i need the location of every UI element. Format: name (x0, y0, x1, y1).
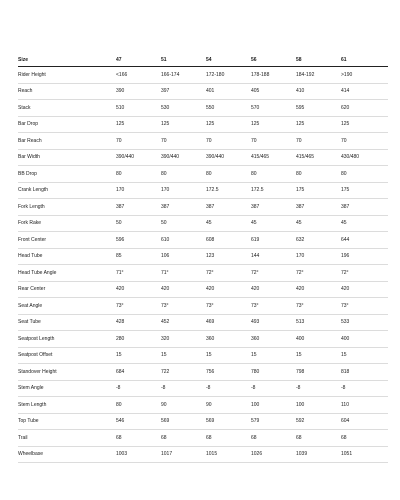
table-row (18, 133, 388, 150)
table-row (18, 364, 388, 381)
table-cell: 420 (116, 281, 161, 298)
table-cell: -8 (161, 380, 206, 397)
table-cell: 410 (296, 83, 341, 100)
table-cell: 390/440 (161, 149, 206, 166)
table-cell: 756 (206, 364, 251, 381)
row-label: Standover Height (18, 364, 116, 381)
table-cell: 387 (161, 199, 206, 216)
table-cell: 570 (251, 100, 296, 117)
table-cell: 428 (116, 314, 161, 331)
table-cell: 184-192 (296, 67, 341, 84)
table-cell: 1003 (116, 446, 161, 463)
table-cell: 15 (206, 347, 251, 364)
table-row (18, 67, 388, 84)
table-cell: 15 (161, 347, 206, 364)
table-row (18, 100, 388, 117)
table-body (18, 67, 388, 463)
table-cell: 610 (161, 232, 206, 249)
table-cell: 510 (116, 100, 161, 117)
table-cell: 45 (341, 215, 388, 232)
table-cell: 85 (116, 248, 161, 265)
row-label: Trail (18, 430, 116, 447)
table-cell: 604 (341, 413, 388, 430)
table-cell: 400 (341, 331, 388, 348)
table-cell: 170 (296, 248, 341, 265)
table-cell: 45 (206, 215, 251, 232)
table-cell: 68 (251, 430, 296, 447)
table-cell: 452 (161, 314, 206, 331)
table-cell: 15 (341, 347, 388, 364)
table-cell: 1017 (161, 446, 206, 463)
table-cell: 387 (116, 199, 161, 216)
table-cell: 68 (116, 430, 161, 447)
table-cell: 125 (341, 116, 388, 133)
table-cell: 72° (251, 265, 296, 282)
table-cell: 533 (341, 314, 388, 331)
table-cell: <166 (116, 67, 161, 84)
table-row (18, 298, 388, 315)
table-row (18, 314, 388, 331)
table-cell: 722 (161, 364, 206, 381)
table-row (18, 199, 388, 216)
table-cell: 73° (206, 298, 251, 315)
table-row (18, 248, 388, 265)
table-row (18, 166, 388, 183)
table-cell: 387 (296, 199, 341, 216)
table-cell: 72° (206, 265, 251, 282)
table-cell: 68 (296, 430, 341, 447)
size-header-47: 47 (116, 53, 161, 67)
table-cell: 73° (116, 298, 161, 315)
table-cell: 70 (251, 133, 296, 150)
table-cell: 390 (116, 83, 161, 100)
row-label: Wheelbase (18, 446, 116, 463)
table-cell: 596 (116, 232, 161, 249)
row-label: Seat Tube (18, 314, 116, 331)
table-cell: 178-188 (251, 67, 296, 84)
table-row (18, 83, 388, 100)
table-row (18, 281, 388, 298)
table-cell: 80 (251, 166, 296, 183)
table-row (18, 331, 388, 348)
table-cell: 90 (206, 397, 251, 414)
table-cell: 68 (341, 430, 388, 447)
table-row (18, 413, 388, 430)
table-cell: 15 (296, 347, 341, 364)
table-cell: 90 (161, 397, 206, 414)
table-cell: 170 (161, 182, 206, 199)
table-row (18, 116, 388, 133)
table-cell: 125 (161, 116, 206, 133)
row-label: Stem Angle (18, 380, 116, 397)
table-cell: 80 (116, 166, 161, 183)
table-cell: 170 (116, 182, 161, 199)
table-cell: 320 (161, 331, 206, 348)
table-cell: 420 (251, 281, 296, 298)
table-cell: 513 (296, 314, 341, 331)
row-label: Seat Angle (18, 298, 116, 315)
table-cell: 390/440 (116, 149, 161, 166)
table-row (18, 446, 388, 463)
table-cell: 360 (251, 331, 296, 348)
row-label: Rear Center (18, 281, 116, 298)
table-cell: 70 (161, 133, 206, 150)
table-cell: 71° (161, 265, 206, 282)
table-row (18, 232, 388, 249)
table-cell: 73° (251, 298, 296, 315)
table-cell: 595 (296, 100, 341, 117)
row-label: Bar Drop (18, 116, 116, 133)
table-cell: 644 (341, 232, 388, 249)
table-cell: 780 (251, 364, 296, 381)
table-cell: 73° (341, 298, 388, 315)
table-cell: 45 (251, 215, 296, 232)
table-cell: 68 (161, 430, 206, 447)
table-cell: 172.5 (206, 182, 251, 199)
table-cell: 125 (251, 116, 296, 133)
row-label: Stem Length (18, 397, 116, 414)
row-label: Bar Reach (18, 133, 116, 150)
table-cell: -8 (341, 380, 388, 397)
table-cell: 166-174 (161, 67, 206, 84)
table-cell: 592 (296, 413, 341, 430)
row-label: Seatpost Length (18, 331, 116, 348)
table-row (18, 149, 388, 166)
table-row (18, 397, 388, 414)
table-cell: 110 (341, 397, 388, 414)
table-cell: 430/480 (341, 149, 388, 166)
table-cell: 405 (251, 83, 296, 100)
table-cell: >190 (341, 67, 388, 84)
table-cell: 798 (296, 364, 341, 381)
size-header-51: 51 (161, 53, 206, 67)
table-cell: 493 (251, 314, 296, 331)
table-cell: 420 (296, 281, 341, 298)
table-cell: 415/465 (296, 149, 341, 166)
table-cell: 125 (206, 116, 251, 133)
table-cell: 420 (161, 281, 206, 298)
table-cell: 620 (341, 100, 388, 117)
table-cell: 579 (251, 413, 296, 430)
table-cell: 569 (161, 413, 206, 430)
table-cell: -8 (206, 380, 251, 397)
table-cell: 72° (341, 265, 388, 282)
table-cell: 80 (116, 397, 161, 414)
table-cell: 387 (341, 199, 388, 216)
table-cell: 73° (296, 298, 341, 315)
table-cell: 546 (116, 413, 161, 430)
row-label: Bar Width (18, 149, 116, 166)
table-cell: 125 (116, 116, 161, 133)
table-cell: 360 (206, 331, 251, 348)
table-cell: 73° (161, 298, 206, 315)
table-cell: 684 (116, 364, 161, 381)
table-cell: 1051 (341, 446, 388, 463)
table-cell: 123 (206, 248, 251, 265)
table-cell: -8 (116, 380, 161, 397)
geometry-table-container (18, 53, 388, 463)
table-cell: 80 (341, 166, 388, 183)
table-cell: 70 (341, 133, 388, 150)
table-cell: 172-180 (206, 67, 251, 84)
table-cell: 387 (206, 199, 251, 216)
table-cell: 619 (251, 232, 296, 249)
table-row (18, 430, 388, 447)
table-cell: -8 (296, 380, 341, 397)
table-cell: 80 (296, 166, 341, 183)
table-cell: 50 (161, 215, 206, 232)
table-cell: 550 (206, 100, 251, 117)
table-cell: 15 (116, 347, 161, 364)
size-header-58: 58 (296, 53, 341, 67)
table-row (18, 215, 388, 232)
table-cell: 400 (296, 331, 341, 348)
geometry-table (18, 53, 388, 463)
table-cell: 818 (341, 364, 388, 381)
row-label: Crank Length (18, 182, 116, 199)
table-cell: 50 (116, 215, 161, 232)
table-cell: 420 (206, 281, 251, 298)
table-cell: 1039 (296, 446, 341, 463)
table-cell: 390/440 (206, 149, 251, 166)
table-cell: 530 (161, 100, 206, 117)
table-cell: 420 (341, 281, 388, 298)
table-row (18, 265, 388, 282)
table-cell: 175 (296, 182, 341, 199)
table-row (18, 347, 388, 364)
table-cell: 387 (251, 199, 296, 216)
table-cell: 80 (161, 166, 206, 183)
size-column-header: Size (18, 53, 116, 67)
table-cell: 106 (161, 248, 206, 265)
table-cell: 70 (116, 133, 161, 150)
table-cell: 68 (206, 430, 251, 447)
table-row (18, 380, 388, 397)
table-cell: 401 (206, 83, 251, 100)
table-cell: 72° (296, 265, 341, 282)
row-label: Rider Height (18, 67, 116, 84)
table-cell: 1015 (206, 446, 251, 463)
row-label: Front Center (18, 232, 116, 249)
table-cell: 100 (251, 397, 296, 414)
size-header-61: 61 (341, 53, 388, 67)
table-cell: 15 (251, 347, 296, 364)
table-cell: -8 (251, 380, 296, 397)
row-label: Stack (18, 100, 116, 117)
table-cell: 280 (116, 331, 161, 348)
table-cell: 100 (296, 397, 341, 414)
row-label: Fork Rake (18, 215, 116, 232)
row-label: Seatpost Offset (18, 347, 116, 364)
table-cell: 125 (296, 116, 341, 133)
table-cell: 397 (161, 83, 206, 100)
row-label: Head Tube Angle (18, 265, 116, 282)
table-cell: 1026 (251, 446, 296, 463)
table-cell: 632 (296, 232, 341, 249)
table-cell: 569 (206, 413, 251, 430)
row-label: Reach (18, 83, 116, 100)
table-cell: 70 (206, 133, 251, 150)
table-row (18, 182, 388, 199)
row-label: Fork Length (18, 199, 116, 216)
table-cell: 70 (296, 133, 341, 150)
size-header-54: 54 (206, 53, 251, 67)
table-cell: 414 (341, 83, 388, 100)
table-cell: 469 (206, 314, 251, 331)
table-cell: 196 (341, 248, 388, 265)
table-cell: 172.5 (251, 182, 296, 199)
table-cell: 175 (341, 182, 388, 199)
table-cell: 71° (116, 265, 161, 282)
size-header-56: 56 (251, 53, 296, 67)
row-label: Top Tube (18, 413, 116, 430)
header-row (18, 53, 388, 67)
table-cell: 144 (251, 248, 296, 265)
table-cell: 415/465 (251, 149, 296, 166)
table-cell: 45 (296, 215, 341, 232)
table-cell: 80 (206, 166, 251, 183)
row-label: BB Drop (18, 166, 116, 183)
row-label: Head Tube (18, 248, 116, 265)
table-cell: 608 (206, 232, 251, 249)
